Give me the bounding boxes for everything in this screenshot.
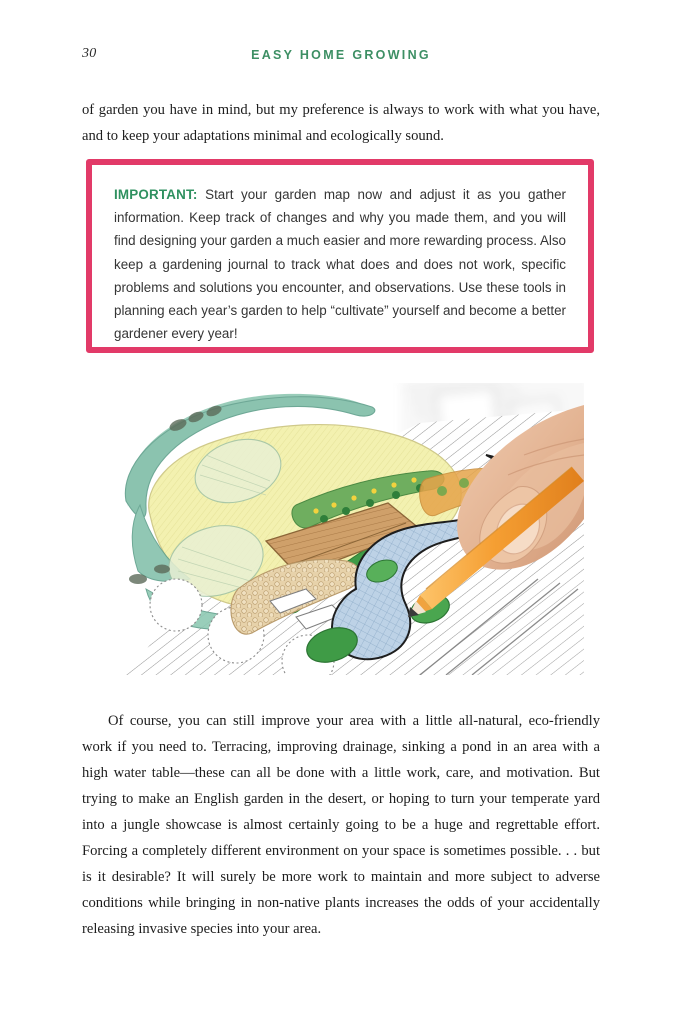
- important-callout-box: [86, 159, 594, 353]
- callout-text: [114, 183, 566, 345]
- garden-plan-illustration: [120, 383, 584, 675]
- garden-plan-svg: [120, 383, 584, 675]
- callout-body: Start your garden map now and adjust it as you gather information. Keep track of changes and why you made them, and you will find designing your garden a much easier and more rewarding process. Also keep a gardening journal to track what does and does not work, specific problems and solutions you encounter, and observations. Use these tools in planning each year’s garden to help “cultivate” yourself and become a better gardener every year!: [114, 187, 566, 342]
- paragraph-bottom-block: [82, 708, 600, 942]
- book-title: EASY HOME GROWING: [251, 48, 431, 62]
- paragraph-bottom: Of course, you can still improve your area with a little all-natural, eco-friendly work if you need to. Terracing, improving drainage, sinking a pond in an area with a high water table—these can all be done with a little work, care, and motivation. But trying to make an English garden in the desert, or hoping to turn your temperate yard into a jungle showcase is almost certainly going to be a huge and regrettable effort. Forcing a completely different environment on your space is sometimes possible. . . but is it desirable? It will surely be more work to maintain and more subject to adverse conditions while bringing in non-native plants increases the odds of your accidentally releasing invasive species into your area.: [82, 713, 600, 937]
- callout-label: IMPORTANT:: [114, 187, 198, 202]
- running-head: [0, 46, 682, 68]
- paragraph-top-block: [82, 97, 600, 149]
- page-number: 30: [82, 46, 97, 61]
- paragraph-top: of garden you have in mind, but my preference is always to work with what you have, and to keep your adaptations minimal and ecologically sound.: [82, 102, 600, 144]
